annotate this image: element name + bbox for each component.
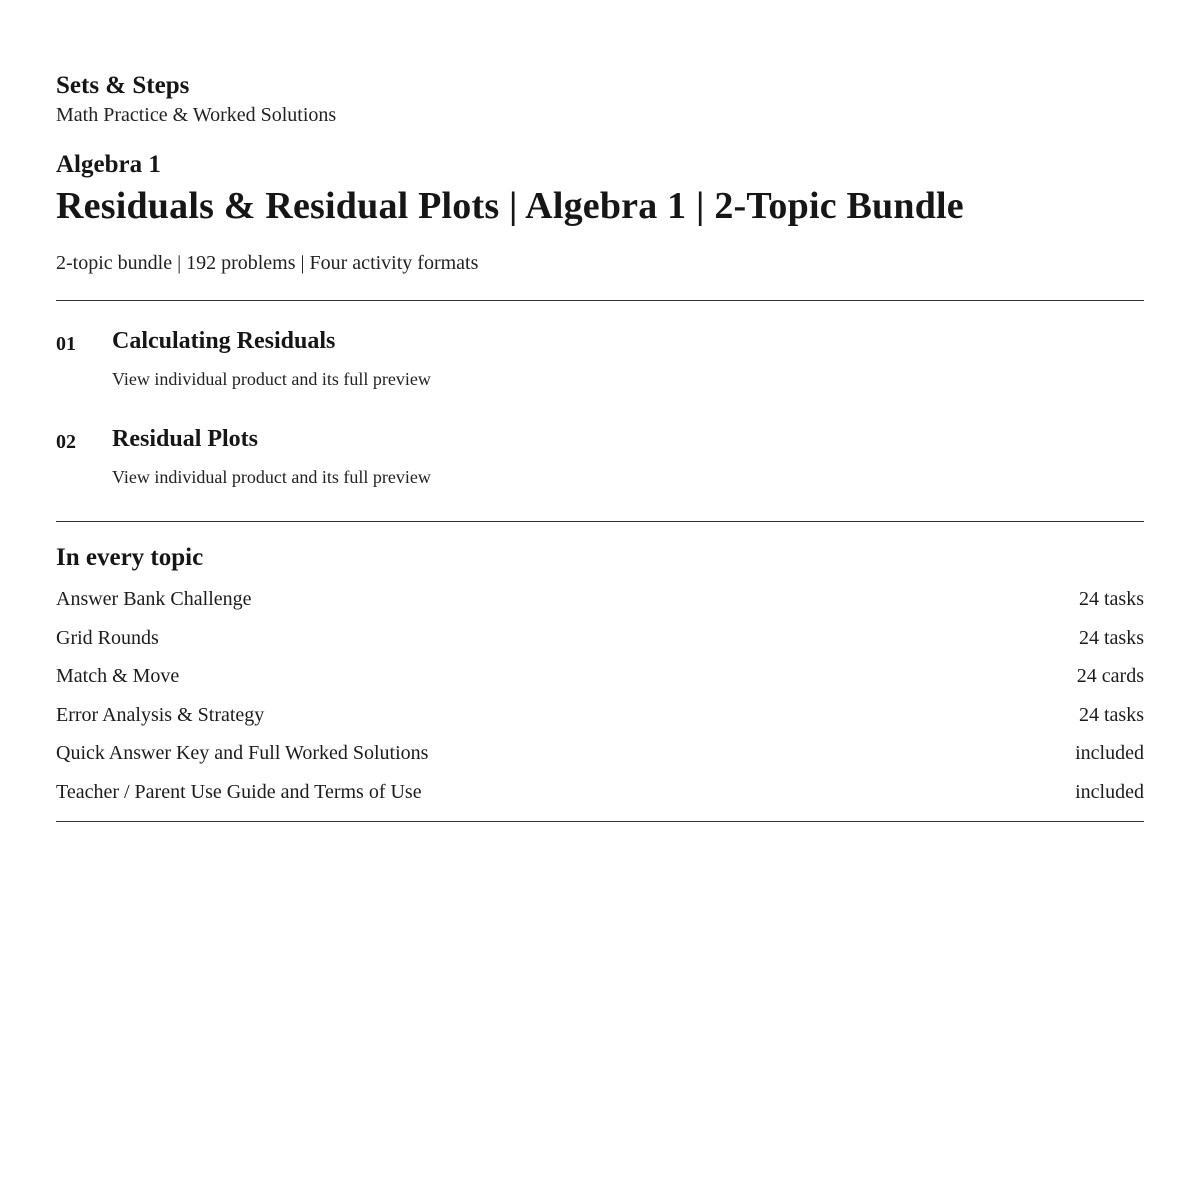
feature-value: 24 tasks — [1079, 703, 1144, 726]
feature-label: Match & Move — [56, 665, 180, 687]
feature-row — [56, 702, 1144, 741]
feature-value: included — [1075, 780, 1144, 803]
feature-value: included — [1075, 742, 1144, 764]
bundle-summary: 2-topic bundle | 192 problems | Four activity formats — [56, 252, 479, 274]
divider — [56, 821, 1144, 822]
topic-list — [56, 301, 1144, 521]
view-product-link[interactable]: View individual product and its full preview — [112, 467, 431, 487]
feature-row — [56, 779, 1144, 818]
features-section — [56, 542, 1144, 817]
topic-item — [56, 325, 1144, 423]
topic-number: 02 — [56, 431, 76, 453]
feature-value: 24 tasks — [1079, 626, 1144, 649]
feature-label: Teacher / Parent Use Guide and Terms of Use — [56, 780, 422, 803]
feature-row — [56, 586, 1144, 625]
feature-row — [56, 740, 1144, 779]
feature-label: Grid Rounds — [56, 626, 159, 649]
brand-name: Sets & Steps — [56, 72, 190, 99]
features-heading: In every topic — [56, 544, 204, 571]
feature-value: 24 tasks — [1079, 588, 1144, 610]
page-title: Residuals & Residual Plots | Algebra 1 | 2-Topic Bundle — [56, 185, 964, 227]
topic-title: Residual Plots — [112, 426, 259, 452]
topic-number: 01 — [56, 333, 76, 355]
divider — [56, 521, 1144, 522]
feature-row — [56, 663, 1144, 702]
feature-label: Quick Answer Key and Full Worked Solutions — [56, 742, 429, 764]
subject-label: Algebra 1 — [56, 151, 161, 178]
feature-label: Error Analysis & Strategy — [56, 703, 265, 726]
brand-tagline: Math Practice & Worked Solutions — [56, 104, 337, 126]
topic-title: Calculating Residuals — [112, 328, 336, 354]
product-page — [56, 0, 1144, 822]
feature-list — [56, 586, 1144, 817]
view-product-link[interactable]: View individual product and its full preview — [112, 369, 431, 389]
feature-row — [56, 625, 1144, 664]
feature-label: Answer Bank Challenge — [56, 588, 252, 610]
feature-value: 24 cards — [1076, 665, 1144, 687]
brand-header — [56, 70, 1144, 128]
topic-item — [56, 423, 1144, 521]
